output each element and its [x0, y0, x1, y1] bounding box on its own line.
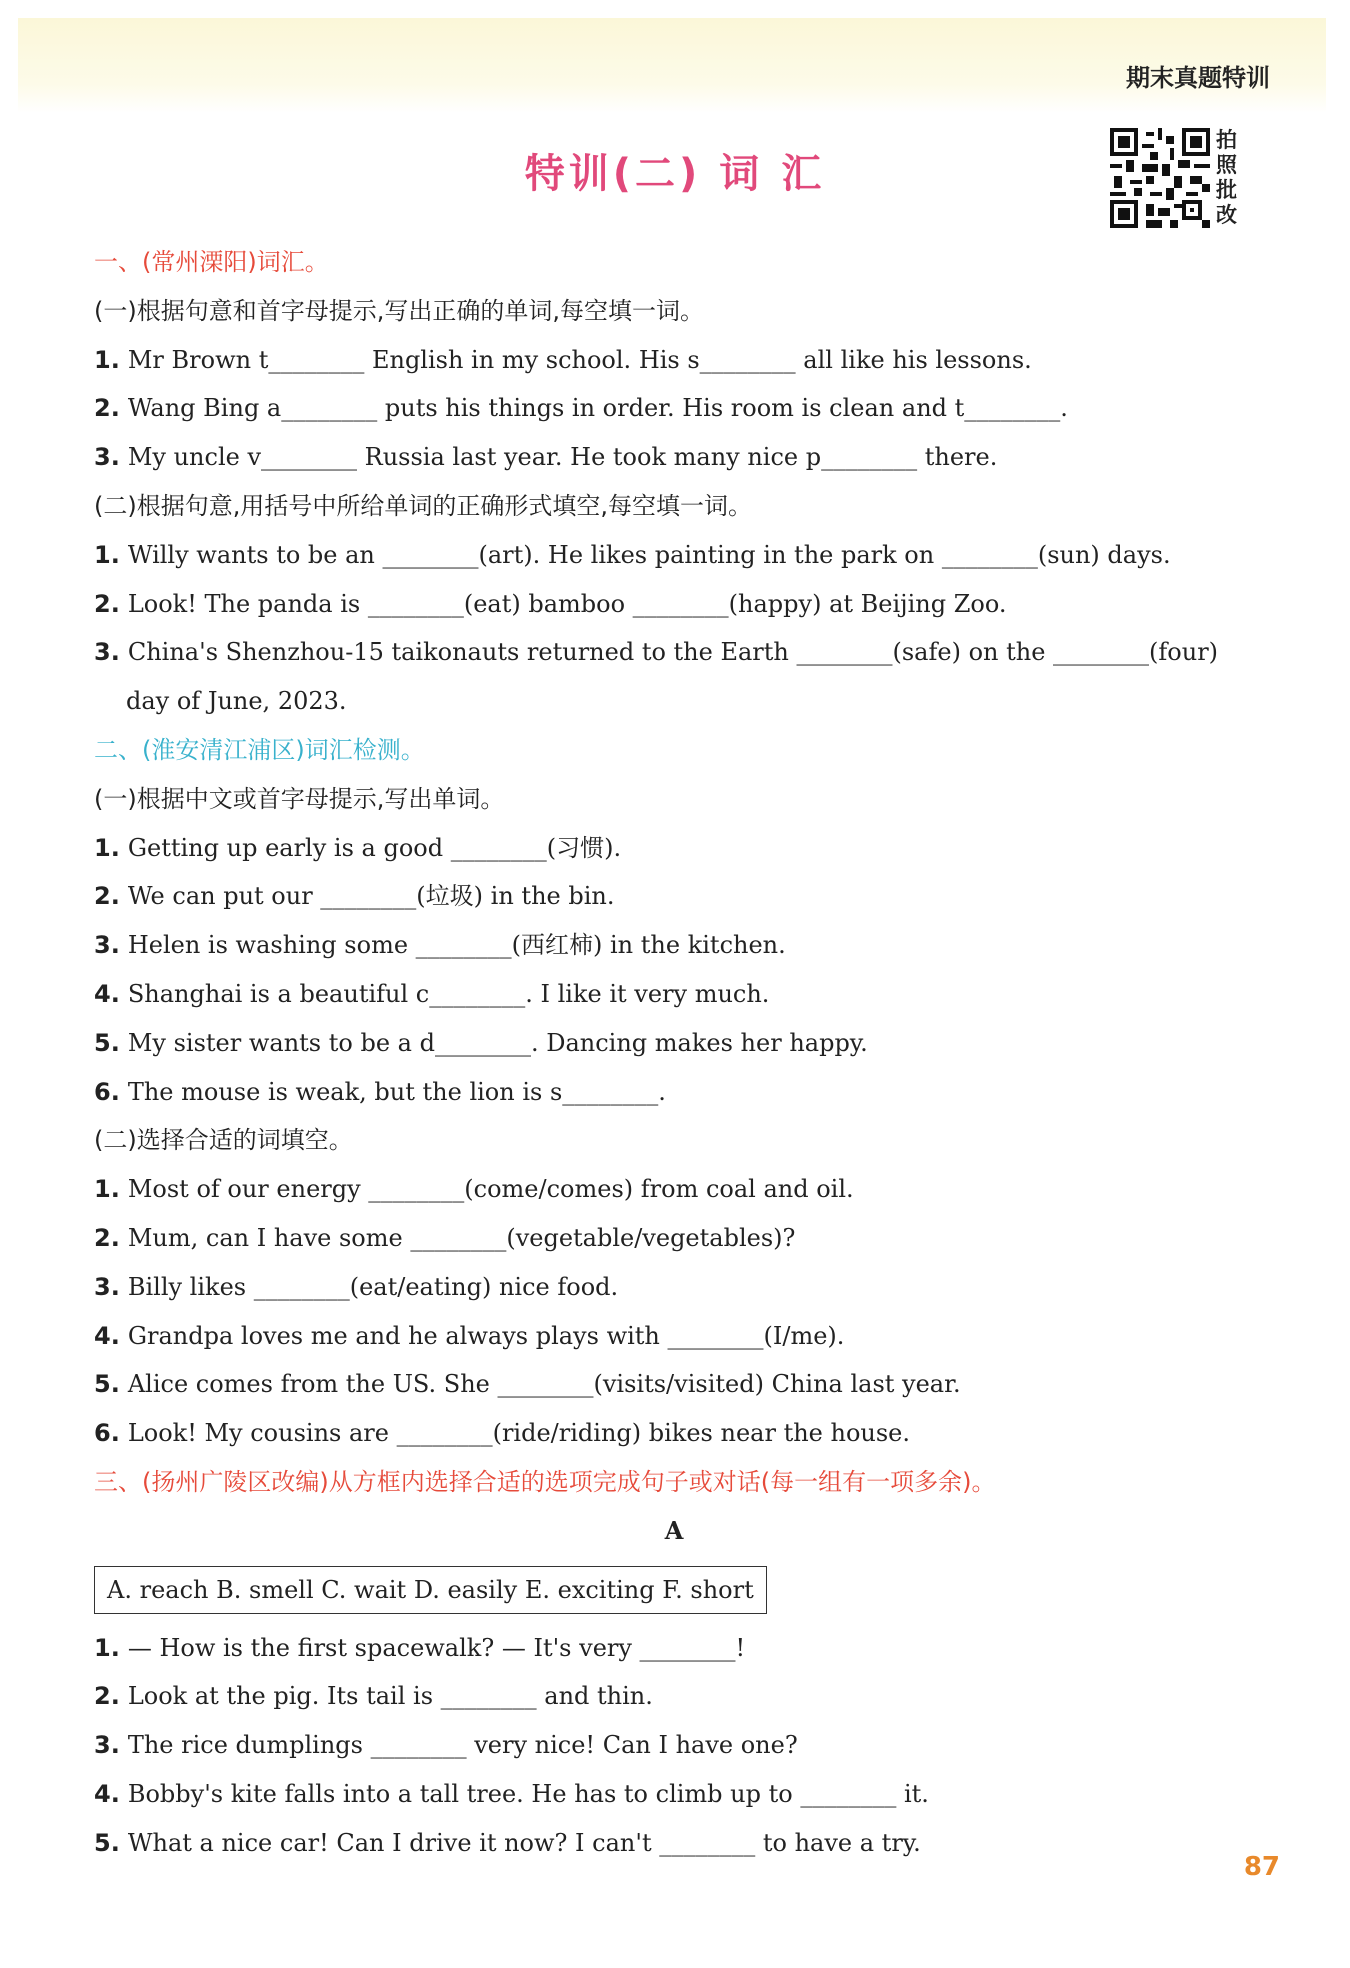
question-line	[94, 1165, 1274, 1214]
question-number: 6.	[94, 1419, 120, 1448]
question-number: 4.	[94, 1779, 120, 1808]
qr-label-char: 改	[1216, 203, 1237, 227]
question-text: The mouse is weak, but the lion is s________.	[127, 1077, 666, 1106]
question-text: Look! The panda is ________(eat) bamboo ________(happy) at Beijing Zoo.	[127, 589, 1007, 618]
question-line	[94, 433, 1274, 482]
sub-instruction: (二)根据句意,用括号中所给单词的正确形式填空,每空填一词。	[94, 491, 752, 520]
section-heading: 二、(淮安清江浦区)词汇检测。	[94, 735, 425, 764]
question-number: 3.	[94, 1731, 120, 1760]
qr-label-char: 批	[1216, 178, 1237, 202]
qr-label-char: 照	[1216, 153, 1237, 177]
question-text: Wang Bing a________ puts his things in order. His room is clean and t________.	[127, 394, 1068, 423]
question-continuation: day of June, 2023.	[126, 687, 347, 716]
question-line	[94, 1360, 1274, 1409]
question-line	[94, 384, 1274, 433]
question-line	[94, 824, 1274, 873]
question-text: My sister wants to be a d________. Dancing makes her happy.	[127, 1028, 868, 1057]
question-line	[94, 1409, 1274, 1458]
question-number: 2.	[94, 1682, 120, 1711]
question-number: 1.	[94, 540, 120, 569]
qr-label	[1216, 128, 1244, 228]
question-text: Shanghai is a beautiful c________. I like it very much.	[127, 979, 770, 1008]
question-number: 1.	[94, 1175, 120, 1204]
question-text: What a nice car! Can I drive it now? I can't ________ to have a try.	[127, 1828, 921, 1857]
question-text: My uncle v________ Russia last year. He took many nice p________ there.	[127, 443, 998, 472]
qr-code-icon[interactable]	[1110, 128, 1210, 228]
question-number: 5.	[94, 1370, 120, 1399]
question-line	[94, 1263, 1274, 1312]
question-text: Most of our energy ________(come/comes) from coal and oil.	[127, 1175, 854, 1204]
options-box: A. reach B. smell C. wait D. easily E. exciting F. short	[94, 1566, 767, 1614]
header-label: 期末真题特训	[1126, 64, 1270, 92]
exercise-content	[94, 238, 1274, 1868]
question-text: — How is the first spacewalk? — It's very ________!	[127, 1633, 746, 1662]
section-heading: 一、(常州溧阳)词汇。	[94, 248, 329, 276]
qr-label-char: 拍	[1216, 128, 1237, 152]
question-text: We can put our ________(垃圾) in the bin.	[127, 882, 615, 911]
question-line	[94, 580, 1274, 629]
question-text: Mum, can I have some ________(vegetable/vegetables)?	[127, 1223, 796, 1252]
question-line	[94, 921, 1274, 970]
question-text: Alice comes from the US. She ________(visits/visited) China last year.	[127, 1370, 961, 1399]
question-line	[94, 1770, 1274, 1819]
question-number: 2.	[94, 394, 120, 423]
question-text: China's Shenzhou-15 taikonauts returned to the Earth ________(safe) on the ________(four)	[127, 638, 1219, 667]
question-text: Look! My cousins are ________(ride/riding) bikes near the house.	[127, 1419, 911, 1448]
question-number: 3.	[94, 638, 120, 667]
question-number: 1.	[94, 345, 120, 374]
question-line	[94, 970, 1274, 1019]
question-number: 5.	[94, 1828, 120, 1857]
question-line	[94, 336, 1274, 385]
question-number: 3.	[94, 1272, 120, 1301]
sub-instruction: (二)选择合适的词填空。	[94, 1126, 353, 1155]
section-heading: 三、(扬州广陵区改编)从方框内选择合适的选项完成句子或对话(每一组有一项多余)。	[94, 1467, 996, 1496]
question-text: Helen is washing some ________(西红柿) in the kitchen.	[127, 931, 786, 960]
question-line	[94, 872, 1274, 921]
question-number: 4.	[94, 979, 120, 1008]
question-line	[94, 1068, 1274, 1117]
page-title: 特训(二) 词 汇	[524, 151, 826, 197]
sub-instruction: (一)根据句意和首字母提示,写出正确的单词,每空填一词。	[94, 296, 704, 325]
question-number: 2.	[94, 882, 120, 911]
question-line	[94, 628, 1274, 677]
question-text: Billy likes ________(eat/eating) nice food.	[127, 1272, 619, 1301]
question-line	[94, 1819, 1274, 1868]
question-number: 6.	[94, 1077, 120, 1106]
question-text: Mr Brown t________ English in my school. His s________ all like his lessons.	[127, 345, 1032, 374]
question-line	[94, 1214, 1274, 1263]
question-text: The rice dumplings ________ very nice! Can I have one?	[127, 1731, 798, 1760]
question-text: Bobby's kite falls into a tall tree. He has to climb up to ________ it.	[127, 1779, 929, 1808]
question-line	[94, 1312, 1274, 1361]
question-number: 1.	[94, 833, 120, 862]
question-text: Grandpa loves me and he always plays with ________(I/me).	[127, 1321, 845, 1350]
sub-instruction: (一)根据中文或首字母提示,写出单词。	[94, 784, 505, 813]
question-number: 2.	[94, 589, 120, 618]
question-number: 2.	[94, 1223, 120, 1252]
question-line	[94, 1721, 1274, 1770]
page-number: 87	[1243, 1852, 1280, 1882]
group-label: A	[664, 1515, 684, 1545]
question-line	[94, 1672, 1274, 1721]
question-number: 4.	[94, 1321, 120, 1350]
question-text: Willy wants to be an ________(art). He likes painting in the park on ________(sun) days.	[127, 540, 1171, 569]
question-text: Getting up early is a good ________(习惯).	[127, 833, 622, 862]
question-number: 3.	[94, 443, 120, 472]
options-box-row	[94, 1556, 1274, 1624]
question-line	[94, 1624, 1274, 1673]
question-number: 3.	[94, 931, 120, 960]
question-number: 5.	[94, 1028, 120, 1057]
question-number: 1.	[94, 1633, 120, 1662]
question-line	[94, 531, 1274, 580]
question-text: Look at the pig. Its tail is ________ and thin.	[127, 1682, 653, 1711]
question-line	[94, 1019, 1274, 1068]
